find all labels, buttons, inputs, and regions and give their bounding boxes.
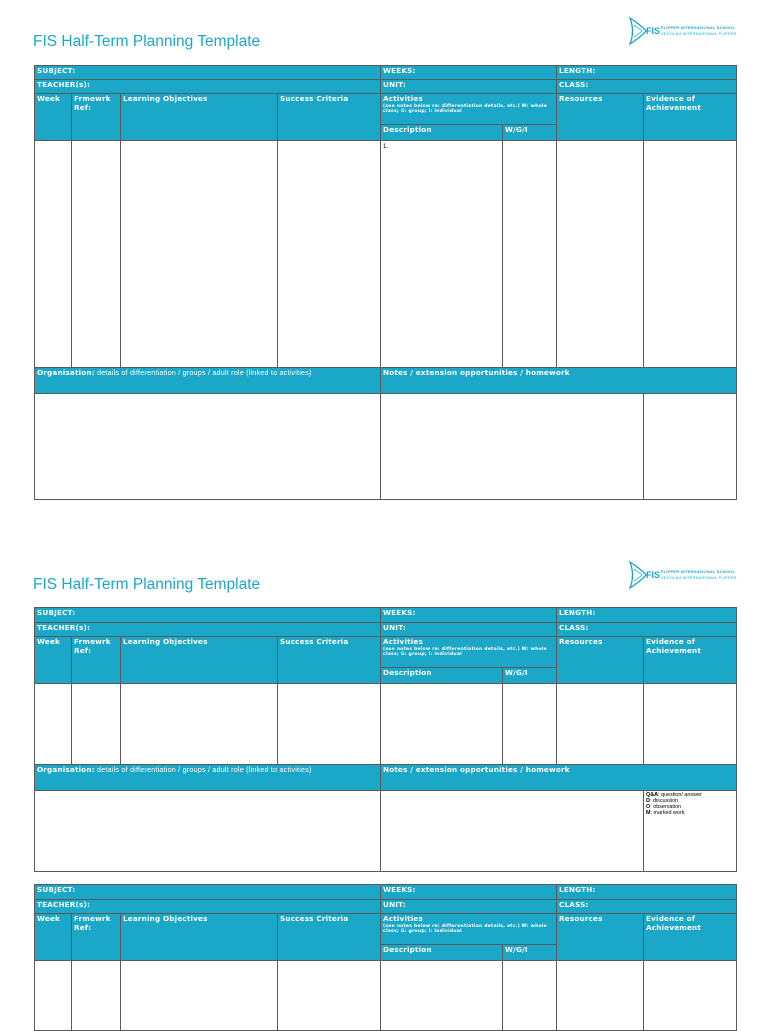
logo-mark: FIS — [646, 570, 661, 580]
wgi-header: W/G/I — [503, 125, 557, 141]
resources-header: Resources — [557, 94, 644, 141]
class-label: CLASS: — [557, 623, 737, 637]
unit-label: UNIT: — [381, 900, 557, 914]
objectives-header: Learning Objectives — [121, 914, 278, 961]
description-cell[interactable] — [381, 684, 503, 765]
activities-header — [381, 914, 557, 945]
evidence-cell[interactable] — [644, 141, 737, 368]
framework-header: Frmewrk Ref: — [72, 637, 121, 684]
activities-note: (see notes below re: differentiation details, etc.) W: whole class; G: group; I: individual — [383, 923, 547, 934]
logo-line1: FLIPPER INTERNATIONAL SCHOOL — [661, 25, 736, 30]
week-header: Week — [35, 637, 72, 684]
resources-header: Resources — [557, 914, 644, 961]
key-cell[interactable] — [644, 791, 737, 872]
assessment-key-item: Q&A: question/ answer — [646, 792, 702, 798]
school-logo — [628, 16, 738, 46]
week-cell[interactable] — [35, 141, 72, 368]
notes-header: Notes / extension opportunities / homework — [381, 368, 737, 394]
evidence-header: Evidence of Achievement — [644, 637, 737, 684]
week-cell[interactable] — [35, 961, 72, 1031]
resources-cell[interactable] — [557, 684, 644, 765]
framework-header: Frmewrk Ref: — [72, 94, 121, 141]
objectives-header: Learning Objectives — [121, 94, 278, 141]
wgi-cell[interactable] — [503, 961, 557, 1031]
evidence-header: Evidence of Achievement — [644, 914, 737, 961]
weeks-label: WEEKS: — [381, 66, 557, 80]
description-cell[interactable] — [381, 141, 503, 368]
unit-label: UNIT: — [381, 80, 557, 94]
framework-header: Frmewrk Ref: — [72, 914, 121, 961]
notes-cell[interactable] — [381, 394, 644, 500]
week-cell[interactable] — [35, 684, 72, 765]
length-label: LENGTH: — [557, 66, 737, 80]
subject-label: SUBJECT: — [35, 66, 381, 80]
organisation-cell[interactable] — [35, 394, 381, 500]
unit-label: UNIT: — [381, 623, 557, 637]
weeks-label: WEEKS: — [381, 608, 557, 623]
activities-header — [381, 637, 557, 668]
fish-logo-icon — [628, 16, 648, 46]
length-label: LENGTH: — [557, 885, 737, 900]
activities-note: (see notes below re: differentiation details, etc.) W: whole class; G: group; I: individual — [383, 103, 547, 114]
fish-logo-icon — [628, 560, 648, 590]
notes-header: Notes / extension opportunities / homework — [381, 765, 737, 791]
activities-note: (see notes below re: differentiation details, etc.) W: whole class; G: group; I: individual — [383, 646, 547, 657]
resources-header: Resources — [557, 637, 644, 684]
school-logo-2 — [628, 560, 738, 590]
week-header: Week — [35, 914, 72, 961]
weeks-label: WEEKS: — [381, 885, 557, 900]
resources-cell[interactable] — [557, 961, 644, 1031]
organisation-header — [35, 765, 381, 791]
description-header: Description — [381, 125, 503, 141]
evidence-cell[interactable] — [644, 684, 737, 765]
activities-title: Activities — [383, 637, 423, 646]
wgi-header: W/G/I — [503, 668, 557, 684]
activities-header — [381, 94, 557, 125]
wgi-header: W/G/I — [503, 945, 557, 961]
success-cell[interactable] — [278, 141, 381, 368]
activities-title: Activities — [383, 914, 423, 923]
class-label: CLASS: — [557, 900, 737, 914]
success-header: Success Criteria — [278, 914, 381, 961]
logo-line1: FLIPPER INTERNATIONAL SCHOOL — [661, 569, 736, 574]
resources-cell[interactable] — [557, 141, 644, 368]
objectives-cell[interactable] — [121, 141, 278, 368]
key-cell[interactable] — [644, 394, 737, 500]
framework-cell[interactable] — [72, 141, 121, 368]
description-header: Description — [381, 668, 503, 684]
wgi-cell[interactable] — [503, 141, 557, 368]
page-title: FIS Half-Term Planning Template — [33, 33, 261, 50]
evidence-cell[interactable] — [644, 961, 737, 1031]
success-header: Success Criteria — [278, 94, 381, 141]
first-item-number: 1. — [383, 144, 389, 150]
planning-table-2 — [34, 607, 737, 872]
description-cell[interactable] — [381, 961, 503, 1031]
success-header: Success Criteria — [278, 637, 381, 684]
teacher-label: TEACHER(s): — [35, 80, 381, 94]
organisation-note: details of differentiation / groups / adult role (linked to activities) — [94, 765, 312, 774]
notes-cell[interactable] — [381, 791, 644, 872]
logo-mark: FIS — [646, 26, 661, 36]
organisation-label: Organisation: — [37, 368, 95, 377]
length-label: LENGTH: — [557, 608, 737, 623]
organisation-cell[interactable] — [35, 791, 381, 872]
organisation-label: Organisation: — [37, 765, 95, 774]
success-cell[interactable] — [278, 684, 381, 765]
evidence-header: Evidence of Achievement — [644, 94, 737, 141]
teacher-label: TEACHER(s): — [35, 900, 381, 914]
framework-cell[interactable] — [72, 684, 121, 765]
organisation-header — [35, 368, 381, 394]
subject-label: SUBJECT: — [35, 608, 381, 623]
wgi-cell[interactable] — [503, 684, 557, 765]
week-header: Week — [35, 94, 72, 141]
objectives-cell[interactable] — [121, 684, 278, 765]
subject-label: SUBJECT: — [35, 885, 381, 900]
logo-line2: SEKOLAH INTERNASIONAL FLIPPER — [661, 575, 737, 580]
assessment-key-item: M: marked work — [646, 810, 685, 816]
assessment-key-item: D: discussion — [646, 798, 679, 804]
class-label: CLASS: — [557, 80, 737, 94]
success-cell[interactable] — [278, 961, 381, 1031]
logo-line2: SEKOLAH INTERNASIONAL FLIPPER — [661, 31, 737, 36]
assessment-key-item: O: observation — [646, 804, 682, 810]
activities-title: Activities — [383, 94, 423, 103]
teacher-label: TEACHER(s): — [35, 623, 381, 637]
page-title-2: FIS Half-Term Planning Template — [33, 576, 261, 593]
description-header: Description — [381, 945, 503, 961]
framework-cell[interactable] — [72, 961, 121, 1031]
organisation-note: details of differentiation / groups / adult role (linked to activities) — [94, 368, 312, 377]
planning-table-3 — [34, 884, 737, 1031]
objectives-cell[interactable] — [121, 961, 278, 1031]
objectives-header: Learning Objectives — [121, 637, 278, 684]
planning-table-1 — [34, 65, 737, 500]
